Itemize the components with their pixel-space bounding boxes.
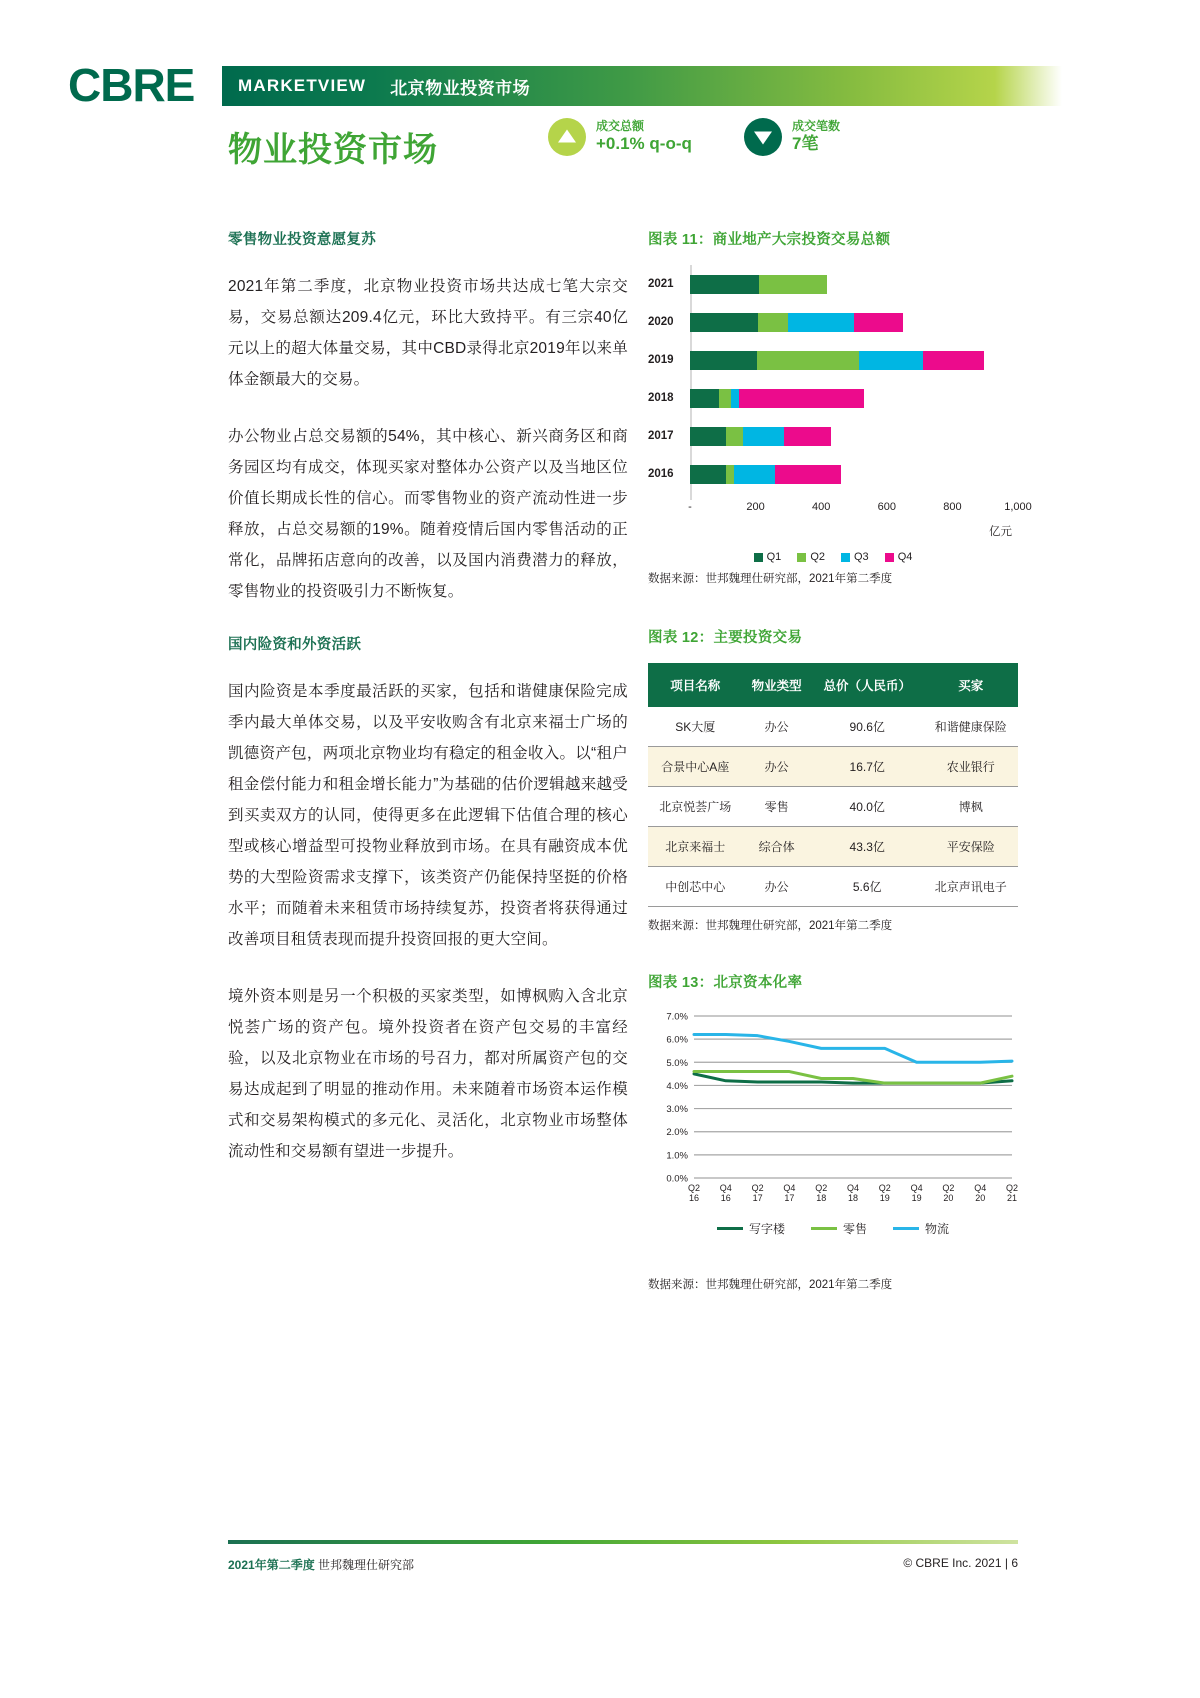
line-chart-x-tick-label: Q2 <box>815 1183 828 1193</box>
bar-chart-stacked-bar <box>690 351 984 370</box>
bar-chart-row <box>648 421 1018 451</box>
bar-chart-track <box>690 351 1018 370</box>
table-cell-price: 43.3亿 <box>811 827 924 867</box>
col-buyer: 买家 <box>924 663 1018 707</box>
col-project-name: 项目名称 <box>648 663 742 707</box>
bar-chart-track <box>690 427 1018 446</box>
line-chart-legend <box>648 1220 1018 1237</box>
legend-label: 物流 <box>925 1222 950 1236</box>
bar-segment-q2 <box>757 351 859 370</box>
line-legend-item-零售 <box>811 1220 867 1237</box>
section-heading-capital: 国内险资和外资活跃 <box>228 637 362 653</box>
line-chart-x-tick-label: Q2 <box>1005 1183 1018 1193</box>
bar-chart-track <box>690 465 1018 484</box>
cbre-logo: CBRE <box>68 59 195 111</box>
line-chart-x-tick-label-year: 17 <box>752 1193 763 1203</box>
bar-chart-stacked-bar <box>690 465 841 484</box>
table-cell-buyer: 博枫 <box>924 787 1018 827</box>
table-cell-type: 办公 <box>742 707 810 747</box>
table-cell-type: 综合体 <box>742 827 810 867</box>
line-chart-x-tick-label: Q2 <box>942 1183 955 1193</box>
bar-chart-category-label: 2018 <box>648 392 674 404</box>
table-cell-type: 办公 <box>742 747 810 787</box>
table-cell-buyer: 平安保险 <box>924 827 1018 867</box>
line-chart-x-tick-label-year: 17 <box>784 1193 795 1203</box>
market-name: 北京物业投资市场 <box>390 78 531 98</box>
line-chart-x-tick-label: Q2 <box>751 1183 764 1193</box>
line-legend-item-物流 <box>893 1220 949 1237</box>
bar-chart-stacked-bar <box>690 427 831 446</box>
line-chart-y-tick-label: 5.0% <box>666 1057 688 1069</box>
line-chart-y-tick-label: 7.0% <box>666 1011 688 1023</box>
table-cell-type: 零售 <box>742 787 810 827</box>
line-chart-x-tick-label-year: 21 <box>1006 1193 1018 1203</box>
bar-chart-category-label: 2016 <box>648 468 674 480</box>
bar-segment-q4 <box>923 351 984 370</box>
footer-research-dept: 世邦魏理仕研究部 <box>318 1558 415 1572</box>
line-chart-x-tick-label: Q4 <box>974 1183 987 1193</box>
bar-segment-q1 <box>690 427 726 446</box>
bar-chart-category-label: 2017 <box>648 430 674 442</box>
figure-13-line-chart <box>648 1008 1018 1258</box>
bar-chart-tick-label: - <box>688 501 692 513</box>
line-chart-y-tick-label: 3.0% <box>666 1104 688 1116</box>
table-cell-buyer: 和谐健康保险 <box>924 707 1018 747</box>
page-header <box>0 0 1200 185</box>
col-total-price: 总价（人民币） <box>811 663 924 707</box>
kpi-deal-count-label: 成交笔数 <box>792 119 841 134</box>
bar-chart-tick-label: 800 <box>943 501 962 513</box>
marketview-label: MARKETVIEW <box>238 76 367 95</box>
line-chart-x-tick-label-year: 20 <box>943 1193 954 1203</box>
legend-item-q2 <box>797 551 825 563</box>
line-chart-y-tick-label: 4.0% <box>666 1080 688 1092</box>
bar-chart-stacked-bar <box>690 389 864 408</box>
footer-rule <box>228 1540 1018 1544</box>
bar-chart-tick-label: 600 <box>877 501 896 513</box>
legend-line-swatch <box>717 1227 743 1230</box>
bar-chart-tick-label: 1,000 <box>1004 501 1032 513</box>
footer-copyright: © CBRE Inc. 2021 | 6 <box>903 1556 1018 1570</box>
figure-12-title: 图表 12：主要投资交易 <box>648 630 803 646</box>
bar-chart-track <box>690 275 1018 294</box>
article-column <box>228 228 628 1193</box>
bar-chart-rows <box>648 269 1018 497</box>
figure-13-source: 数据来源：世邦魏理仕研究部，2021年第二季度 <box>648 1279 893 1291</box>
legend-label: 零售 <box>842 1222 867 1236</box>
section-heading-retail: 零售物业投资意愿复苏 <box>228 232 376 248</box>
major-transactions-table <box>648 663 1018 907</box>
table-row <box>648 787 1018 827</box>
line-chart-svg <box>648 1008 1018 1218</box>
bar-segment-q4 <box>775 465 841 484</box>
table-row <box>648 867 1018 907</box>
paragraph-2: 办公物业占总交易额的54%，其中核心、新兴商务区和商务园区均有成交，体现买家对整体办公资产以及当地区位价值长期成长性的信心。而零售物业的资产流动性进一步释放，占总交易额的19%。随着疫情后国内零售活动的正常化，品牌拓店意向的改善，以及国内消费潜力的释放，零售物业的投资吸引力不断恢复。 <box>228 428 628 600</box>
bar-segment-q2 <box>726 465 734 484</box>
line-chart-x-tick-label-year: 19 <box>911 1193 922 1203</box>
line-chart-x-tick-label-year: 18 <box>816 1193 827 1203</box>
line-chart-x-tick-label: Q4 <box>846 1183 860 1193</box>
bar-segment-q4 <box>739 389 864 408</box>
legend-label: 写字楼 <box>748 1222 785 1236</box>
figure-11-bar-chart <box>648 265 1032 563</box>
legend-label: Q3 <box>854 551 869 563</box>
table-cell-name: 合景中心A座 <box>648 747 742 787</box>
table-cell-type: 办公 <box>742 867 810 907</box>
line-chart-x-tick-label-year: 16 <box>688 1193 700 1203</box>
bar-chart-row <box>648 383 1018 413</box>
table-cell-price: 90.6亿 <box>811 707 924 747</box>
kpi-total-volume <box>548 118 692 156</box>
footer-left-text <box>228 1556 414 1573</box>
bar-chart-tick-label: 400 <box>812 501 831 513</box>
bar-chart-row <box>648 307 1018 337</box>
table-cell-price: 16.7亿 <box>811 747 924 787</box>
table-cell-buyer: 农业银行 <box>924 747 1018 787</box>
legend-line-swatch <box>811 1227 837 1230</box>
bar-chart-x-ticks <box>688 501 1032 521</box>
line-chart-x-tick-label-year: 18 <box>847 1193 859 1203</box>
legend-label: Q1 <box>766 551 782 563</box>
table-cell-name: 北京来福士 <box>648 827 742 867</box>
bar-chart-tick-label: 200 <box>746 501 765 513</box>
bar-chart-stacked-bar <box>690 275 827 294</box>
kpi-total-volume-label: 成交总额 <box>596 119 645 134</box>
bar-chart-row <box>648 459 1018 489</box>
bar-segment-q4 <box>854 313 903 332</box>
bar-chart-category-label: 2019 <box>648 354 674 366</box>
triangle-up-icon <box>548 118 586 156</box>
legend-item-q1 <box>754 551 782 563</box>
line-chart-y-tick-label: 0.0% <box>666 1173 688 1185</box>
table-header-row <box>648 663 1018 707</box>
legend-swatch <box>885 553 894 562</box>
line-chart-x-tick-label-year: 19 <box>879 1193 890 1203</box>
table-cell-name: 北京悦荟广场 <box>648 787 742 827</box>
marketview-banner <box>222 66 1062 106</box>
bar-chart-unit-label: 亿元 <box>989 526 1012 538</box>
bar-segment-q1 <box>690 275 759 294</box>
bar-segment-q3 <box>859 351 923 370</box>
bar-chart-row <box>648 269 1018 299</box>
table-cell-price: 40.0亿 <box>811 787 924 827</box>
table-cell-price: 5.6亿 <box>811 867 924 907</box>
legend-swatch <box>754 553 763 562</box>
legend-item-q4 <box>885 551 913 563</box>
legend-swatch <box>797 553 806 562</box>
line-chart-y-tick-label: 1.0% <box>666 1150 688 1162</box>
line-chart-x-tick-label: Q2 <box>687 1183 701 1193</box>
bar-chart-track <box>690 389 1018 408</box>
page-title: 物业投资市场 <box>228 131 438 169</box>
bar-segment-q3 <box>743 427 784 446</box>
table-cell-name: 中创芯中心 <box>648 867 742 907</box>
line-chart-y-tick-label: 2.0% <box>666 1127 688 1139</box>
bar-segment-q4 <box>784 427 831 446</box>
bar-chart-category-label: 2020 <box>648 316 674 328</box>
col-property-type: 物业类型 <box>742 663 810 707</box>
bar-chart-category-label: 2021 <box>648 278 674 290</box>
figure-11-source: 数据来源：世邦魏理仕研究部，2021年第二季度 <box>648 573 893 585</box>
bar-chart-row <box>648 345 1018 375</box>
legend-swatch <box>841 553 850 562</box>
kpi-deal-count-value: 7笔 <box>792 134 819 154</box>
legend-line-swatch <box>893 1227 919 1230</box>
figure-13-title: 图表 13：北京资本化率 <box>648 975 803 991</box>
kpi-total-volume-value: +0.1% q-o-q <box>596 134 692 154</box>
table-row <box>648 827 1018 867</box>
bar-segment-q2 <box>726 427 743 446</box>
line-chart-x-tick-label-year: 20 <box>975 1193 986 1203</box>
bar-chart-legend <box>648 551 1018 563</box>
bar-segment-q2 <box>759 275 828 294</box>
line-chart-x-tick-label: Q2 <box>878 1183 891 1193</box>
bar-segment-q2 <box>719 389 731 408</box>
kpi-deal-count <box>744 118 840 156</box>
paragraph-3: 国内险资是本季度最活跃的买家，包括和谐健康保险完成季内最大单体交易，以及平安收购含有北京来福士广场的凯德资产包，两项北京物业均有稳定的租金收入。以“租户租金偿付能力和租金增长能力”为基础的估价逻辑越来越受到买卖双方的认同，使得更多在此逻辑下估值合理的核心型或核心增益型可投物业释放到市场。在具有融资成本优势的大型险资需求支撑下，该类资产仍能保持坚挺的价格水平；而随着未来租赁市场持续复苏，投资者将获得通过改善项目租赁表现而提升投资回报的更大空间。 <box>228 683 628 948</box>
bar-chart-stacked-bar <box>690 313 903 332</box>
paragraph-1: 2021年第二季度，北京物业投资市场共达成七笔大宗交易，交易总额达209.4亿元，环比大致持平。有三宗40亿元以上的超大体量交易，其中CBD录得北京2019年以来单体金额最大的交易。 <box>228 278 628 388</box>
table-row <box>648 747 1018 787</box>
legend-label: Q4 <box>897 551 913 563</box>
bar-segment-q3 <box>734 465 775 484</box>
footer-quarter: 2021年第二季度 <box>228 1558 315 1572</box>
bar-segment-q1 <box>690 351 757 370</box>
legend-item-q3 <box>841 551 869 563</box>
figures-column <box>648 228 1032 1292</box>
line-chart-x-tick-label-year: 16 <box>720 1193 731 1203</box>
legend-label: Q2 <box>810 551 825 563</box>
triangle-down-icon <box>744 118 782 156</box>
bar-segment-q1 <box>690 389 719 408</box>
table-cell-name: SK大厦 <box>648 707 742 747</box>
line-chart-x-tick-label: Q4 <box>719 1183 732 1193</box>
paragraph-4: 境外资本则是另一个积极的买家类型，如博枫购入含北京悦荟广场的资产包。境外投资者在资产包交易的丰富经验，以及北京物业在市场的号召力，都对所属资产包的交易达成起到了明显的推动作用。未来随着市场资本运作模式和交易架构模式的多元化、灵活化，北京物业市场整体流动性和交易额有望进一步提升。 <box>228 988 628 1160</box>
figure-12-source: 数据来源：世邦魏理仕研究部，2021年第二季度 <box>648 920 893 932</box>
bar-chart-track <box>690 313 1018 332</box>
table-cell-buyer: 北京声讯电子 <box>924 867 1018 907</box>
line-chart-x-tick-label: Q4 <box>910 1183 923 1193</box>
bar-segment-q2 <box>758 313 788 332</box>
bar-segment-q1 <box>690 465 726 484</box>
bar-segment-q1 <box>690 313 758 332</box>
bar-segment-q3 <box>731 389 738 408</box>
bar-segment-q3 <box>788 313 854 332</box>
line-chart-x-tick-label: Q4 <box>783 1183 796 1193</box>
line-chart-y-tick-label: 6.0% <box>666 1034 688 1046</box>
line-legend-item-写字楼 <box>717 1220 785 1237</box>
table-row <box>648 707 1018 747</box>
figure-11-title: 图表 11：商业地产大宗投资交易总额 <box>648 232 891 248</box>
